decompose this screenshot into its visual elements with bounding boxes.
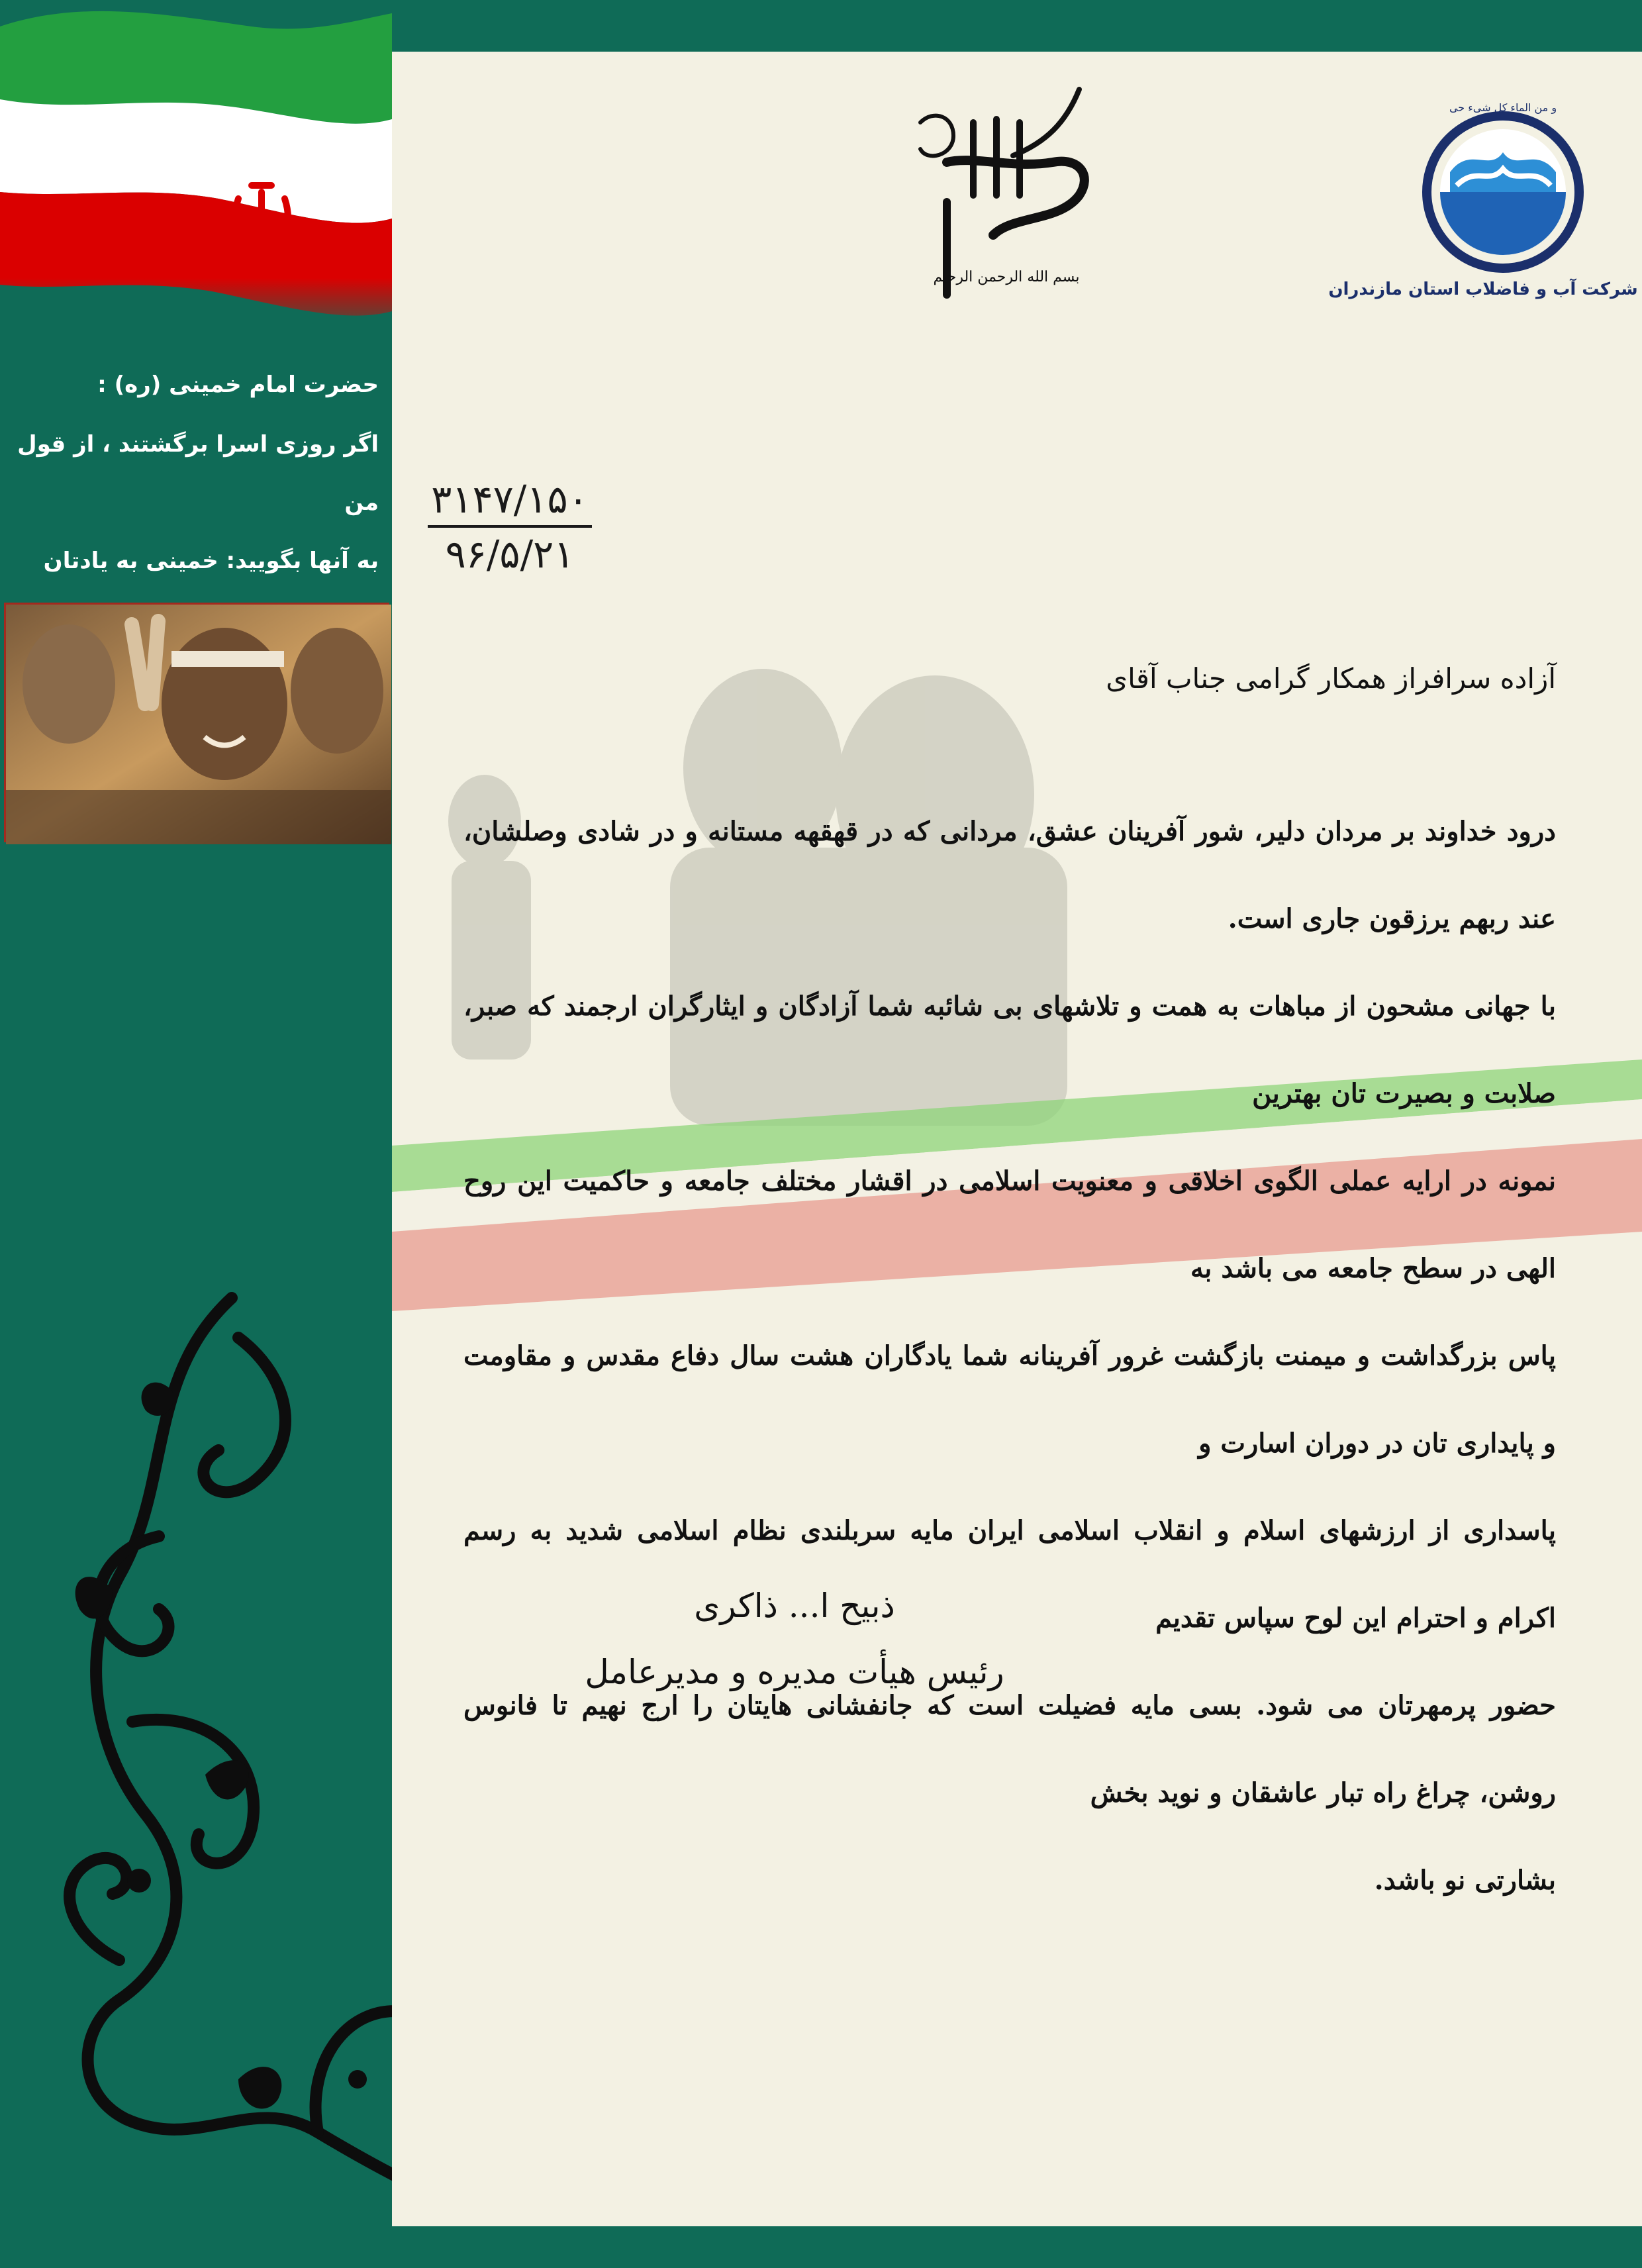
water-company-logo [1328,93,1638,311]
letter-line: بشارتی نو باشد. [1374,1865,1556,1896]
letter-line: حضور پرمهرتان می شود. بسی مایه فضیلت است که جانفشانی هایتان را ارج نهیم تا فانوس روشن، چراغ راه تبار عاشقان و نوید بخش [463,1690,1556,1808]
bottom-border-band [0,2226,1642,2268]
letter-line: با جهانی مشحون از مباهات به همت و تلاشهای بی شائبه شما آزادگان و ایثارگران ارجمند که صبر، صلابت و بصیرت تان بهترین [463,991,1556,1109]
letter-body [463,788,1556,1924]
letter-line: پاس بزرگداشت و میمنت بازگشت غرور آفرینانه شما یادگاران هشت سال دفاع مقدس و مقاومت و پایداری تان در دوران اسارت و [463,1340,1556,1459]
logo-motto-text: و من الماء کل شیء حی [1449,101,1557,114]
iran-flag-image [0,0,392,344]
signature-block [530,1576,1059,1708]
reference-number: ۳۱۴۷/۱۵۰ [431,477,589,522]
signer-title: رئیس هیأت مدیره و مدیرعامل [585,1653,1004,1691]
bismillah-calligraphy [881,83,1132,308]
freed-prisoners-photo [4,603,389,842]
letter-line: درود خداوند بر مردان دلیر، شور آفرینان عشق، مردانی که در قهقهه مستانه و در شادی وصلشان، عند ربهم یرزقون جاری است. [463,816,1556,934]
letter-line: نمونه در ارایه عملی الگوی اخلاقی و معنویت اسلامی در اقشار مختلف جامعه و حاکمیت این روح الهی در سطح جامعه می باشد به [463,1165,1556,1284]
quote-attribution: حضرت امام خمینی (ره) : [97,371,379,398]
reference-date: ۹۶/۵/۲۱ [445,532,575,577]
letter-line: پاسداری از ارزشهای اسلام و انقلاب اسلامی ایران مایه سربلندی نظام اسلامی شدید به رسم اکرام و احترام این لوح سپاس تقدیم [463,1515,1556,1634]
reference-block [424,473,596,581]
letter-salutation: آزاده سرافراز همکار گرامی جناب آقای [1106,662,1556,695]
signer-name: ذبیح ا... ذاکری [694,1587,895,1625]
logo-name-text: شرکت آب و فاضلاب استان مازندران [1328,279,1638,299]
bismillah-text: بسم الله الرحمن الرحیم [933,269,1080,285]
quote-line: به آنها بگویید: خمینی به یادتان [43,548,379,574]
sidebar-panel [0,0,392,2268]
quote-line: اگر روزی اسرا برگشتند ، از قول من [17,431,379,516]
